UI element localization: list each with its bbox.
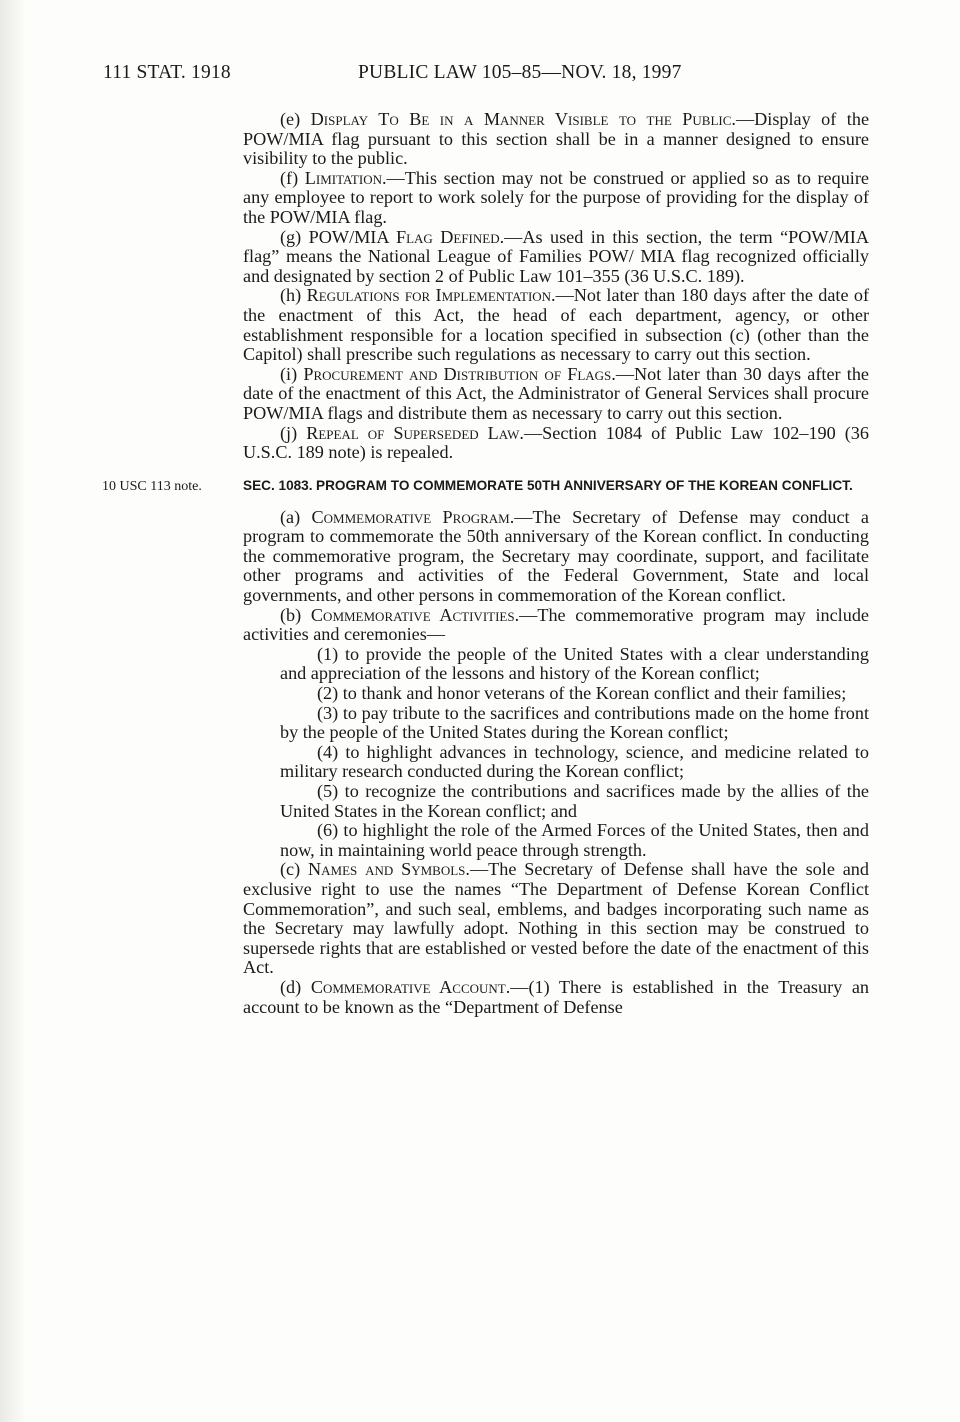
subsection-text: The Secretary of Defense shall have the sole and exclusive right to use the names “The Department of Defense Korean Conflict Commemoration”, and such seal, emblems, and badges incorporating such name as the Secretary may lawfully adopt. Nothing in this section may be construed to supersede rights that are established or vested before the date of the enactment of this Act.: [243, 859, 869, 978]
subsection-e: [243, 110, 869, 169]
subsection-text: The commemorative program may include activities and ceremonies—: [243, 604, 869, 645]
scan-edge-shadow: [0, 0, 24, 1422]
subsection-text: (1) There is established in the Treasury an account to be known as the “Department of Defense: [243, 976, 870, 1017]
section-heading: [243, 476, 869, 495]
em-dash: —: [514, 506, 533, 527]
subsection-text: Not later than 30 days after the date of the enactment of this Act, the Administrator of General Services shall procure POW/MIA flags and distribute them as necessary to carry out this section.: [243, 363, 869, 423]
designator: (e): [280, 109, 301, 129]
subsection-heading: Repeal of Superseded Law.: [306, 422, 524, 443]
designator: (a): [280, 506, 301, 527]
designator: (g): [280, 226, 302, 247]
list-item: (5) to recognize the contributions and sacrifices made by the allies of the United States in the Korean conflict; and: [280, 781, 869, 821]
subsection-j: [243, 424, 869, 463]
subsection-heading: Procurement and Distribution of Flags.: [303, 363, 616, 384]
designator: (j): [280, 422, 298, 443]
subsection-h: [243, 286, 869, 364]
em-dash: —: [469, 859, 489, 880]
designator: (c): [280, 859, 301, 880]
list-item: (6) to highlight the role of the Armed Forces of the United States, then and now, in maintaining world peace through strength.: [280, 820, 869, 860]
subsection-text: Display of the POW/MIA flag pursuant to this section shall be in a manner designed to ensure visibility to the public.: [243, 109, 870, 169]
section-1083-heading-block: [102, 476, 869, 495]
subsection-g: [243, 228, 869, 287]
em-dash: —: [386, 167, 405, 188]
designator: (i): [280, 363, 298, 384]
list-item: (4) to highlight advances in technology, science, and medicine related to military research conducted during the Korean conflict;: [280, 741, 869, 782]
em-dash: —: [519, 604, 538, 625]
em-dash: —: [555, 285, 574, 306]
public-law-reference: PUBLIC LAW 105–85—NOV. 18, 1997: [358, 62, 682, 83]
subsection-c: [243, 860, 869, 978]
section-number: SEC. 1083.: [243, 477, 313, 493]
em-dash: —: [615, 363, 635, 384]
subsection-text: Not later than 180 days after the date of the enactment of this Act, the head of each department, agency, or other establishment responsible for a location specified in subsection (c) (other than the Capitol) shall prescribe such regulations as necessary to carry out this section.: [243, 285, 870, 365]
subsection-text: As used in this section, the term “POW/MIA flag” means the National League of Families POW/ MIA flag recognized officially and designated by section 2 of Public Law 101–355 (36 U.S.C. 189).: [243, 226, 869, 286]
stat-reference: 111 STAT. 1918: [103, 62, 231, 83]
designator: (f): [280, 167, 299, 188]
subsection-text: The Secretary of Defense may conduct a program to commemorate the 50th anniversary of the Korean conflict. In conducting the commemorative program, the Secretary may coordinate, support, and facilitate other programs and activities of the Federal Government, State and local governments, and other persons in commemoration of the Korean conflict.: [243, 506, 869, 606]
subsection-heading: Commemorative Account.: [310, 976, 511, 997]
subsection-a: [243, 508, 869, 606]
subsection-heading: Commemorative Program.: [311, 506, 515, 527]
subsection-text: This section may not be construed or applied so as to require any employee to report to work solely for the purpose of providing for the display of the POW/MIA flag.: [243, 167, 869, 227]
subsection-i: [243, 365, 869, 424]
list-item: (2) to thank and honor veterans of the Korean conflict and their families;: [317, 683, 847, 704]
list-item: (1) to provide the people of the United States with a clear understanding and appreciation of the lessons and history of the Korean conflict;: [280, 643, 869, 684]
em-dash: —: [735, 109, 755, 129]
section-title: PROGRAM TO COMMEMORATE 50TH ANNIVERSARY OF THE KOREAN CONFLICT.: [316, 477, 853, 493]
subsection-d: [243, 978, 869, 1017]
subsection-b: [243, 606, 869, 645]
list-item: (3) to pay tribute to the sacrifices and contributions made on the home front by the people of the United States during the Korean conflict;: [280, 702, 869, 743]
designator: (b): [280, 604, 302, 625]
margin-note: 10 USC 113 note.: [102, 478, 202, 494]
subsection-heading: Display To Be in a Manner Visible to the Public.: [310, 109, 736, 129]
subsection-f: [243, 169, 869, 228]
subsection-heading: Names and Symbols.: [308, 859, 470, 880]
subsection-heading: Commemorative Activities.: [310, 604, 520, 625]
subsection-heading: Regulations for Implementation.: [306, 285, 556, 306]
designator: (h): [280, 285, 302, 306]
em-dash: —: [510, 976, 529, 997]
page-body: [102, 109, 870, 1017]
subsection-heading: Limitation.: [304, 167, 387, 188]
em-dash: —: [504, 226, 523, 247]
designator: (d): [280, 976, 302, 997]
em-dash: —: [523, 422, 543, 443]
subsection-heading: POW/MIA Flag Defined.: [308, 226, 505, 247]
subsection-text: Section 1084 of Public Law 102–190 (36 U.S.C. 189 note) is repealed.: [243, 422, 869, 463]
